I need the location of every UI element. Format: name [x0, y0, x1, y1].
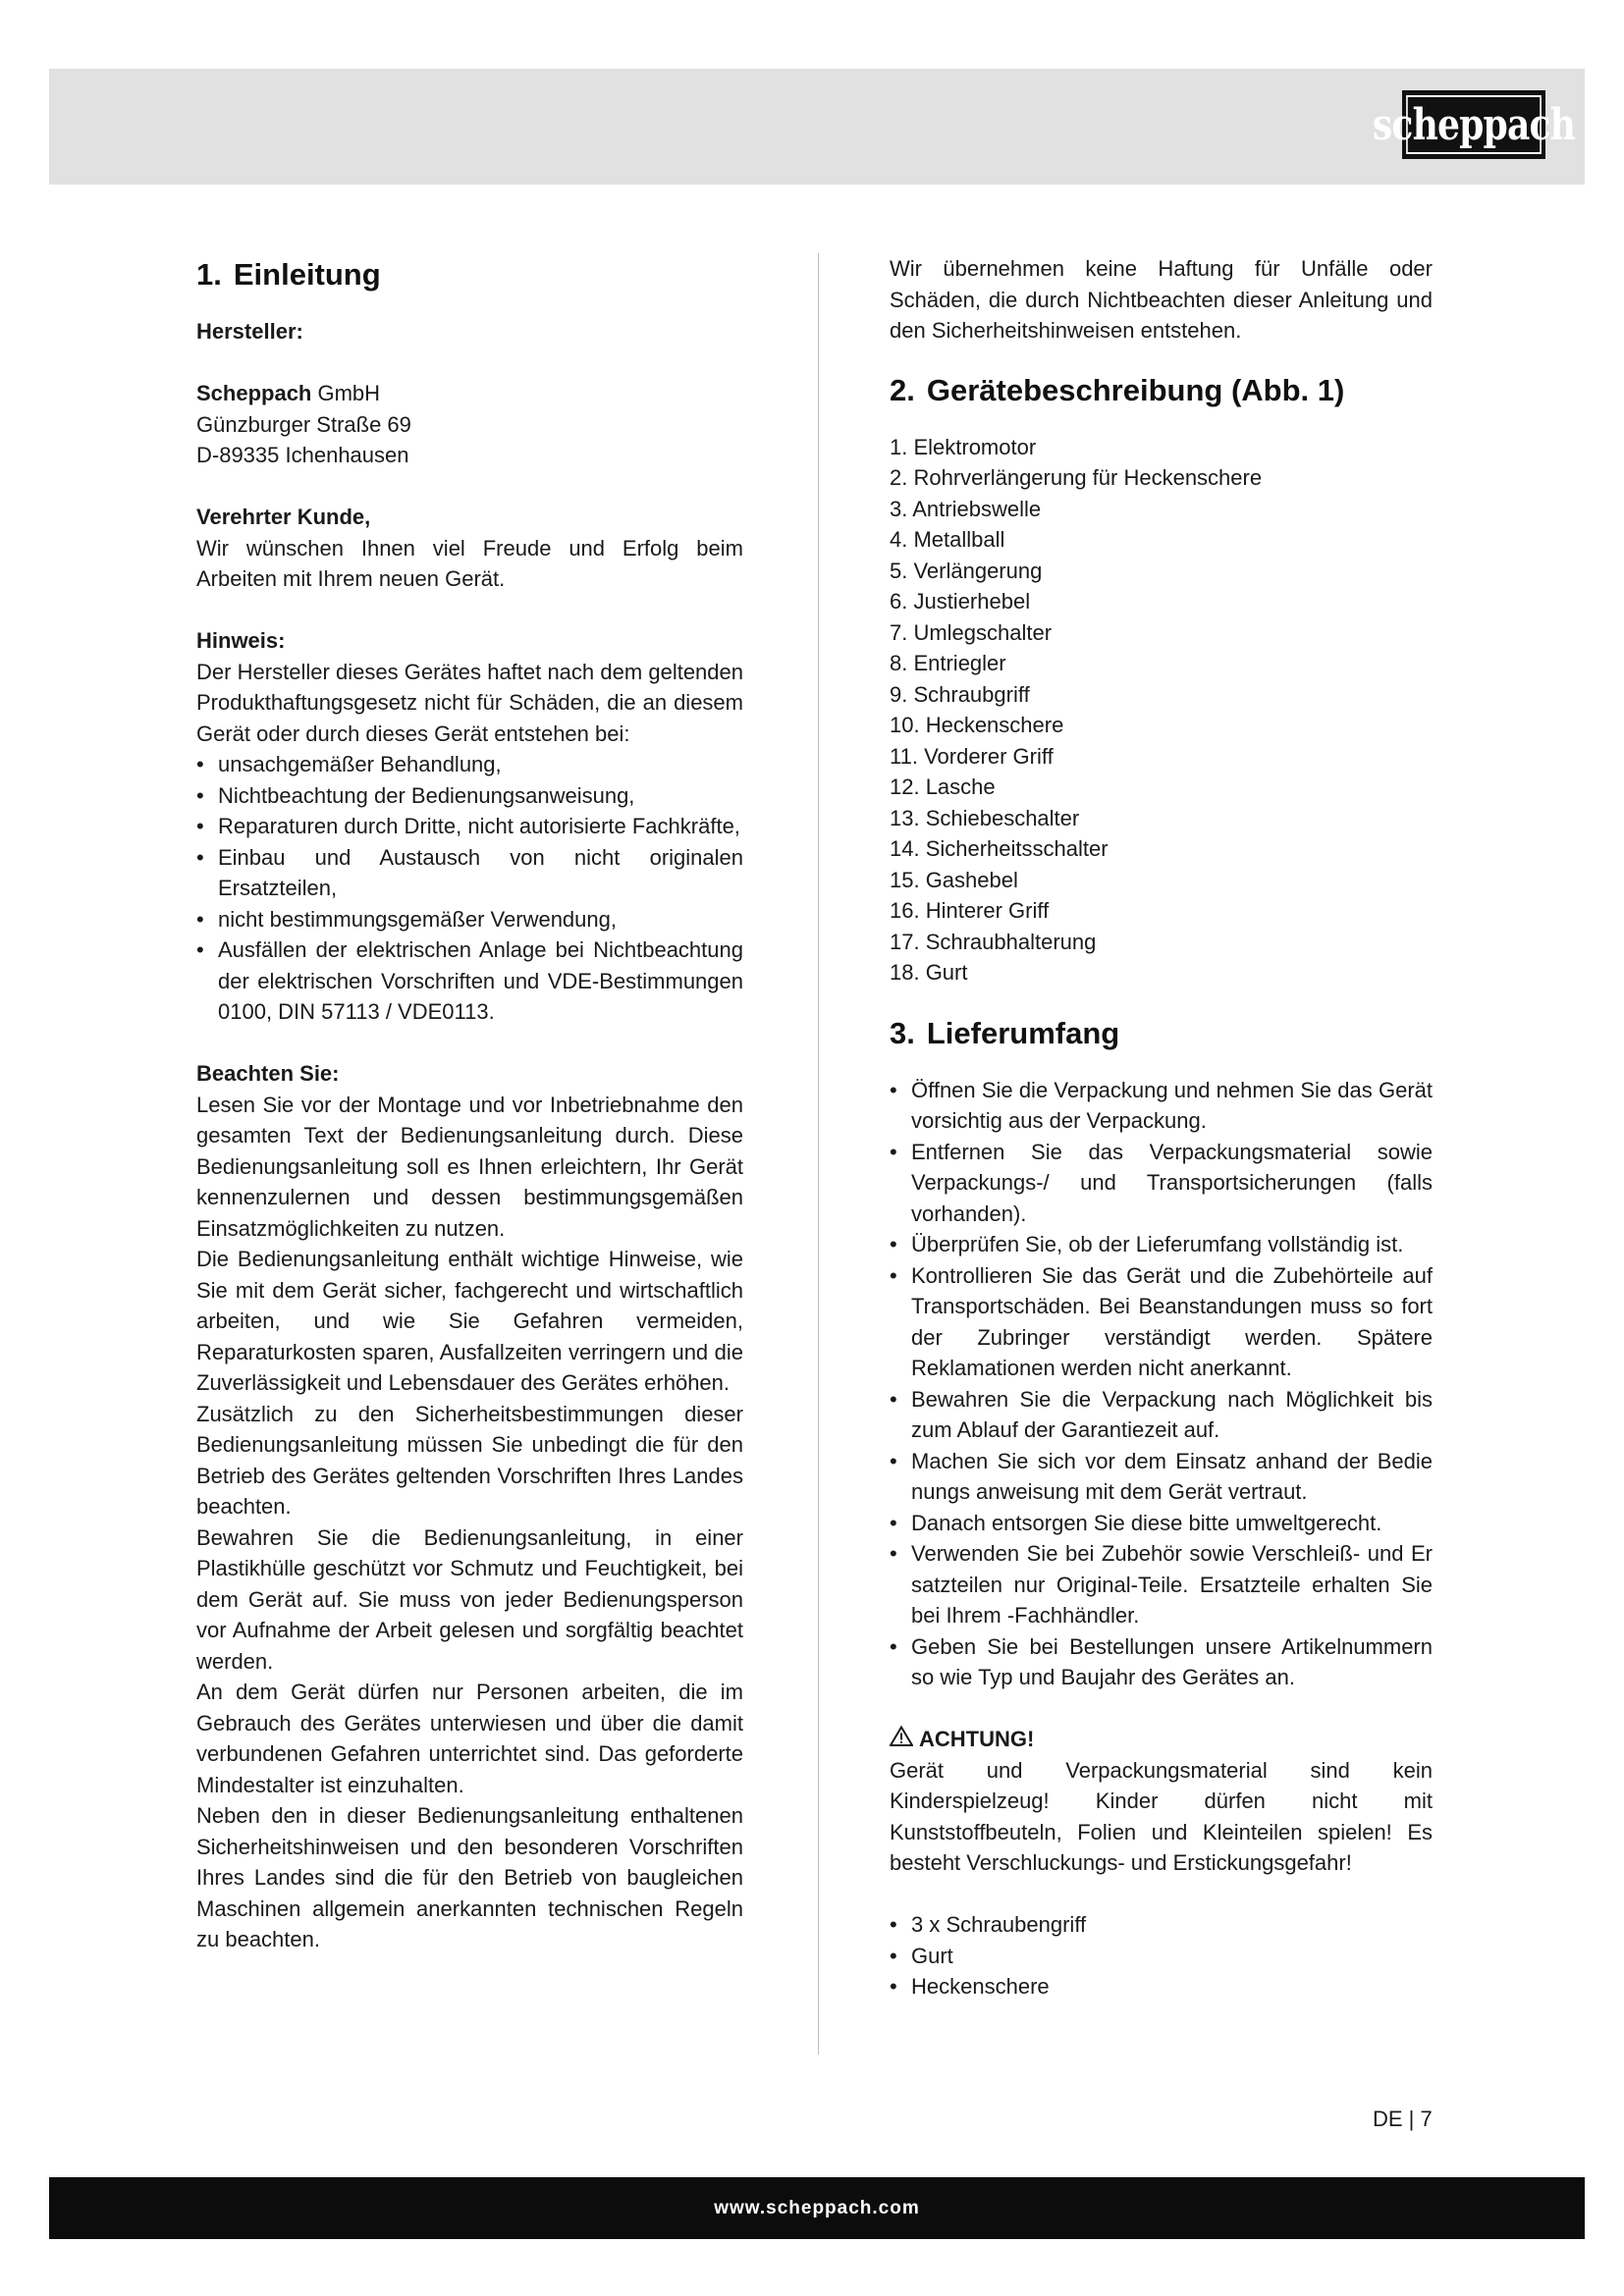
list-item: 14. Sicherheitsschalter [890, 836, 1109, 861]
greeting-text: Wir wünschen Ihnen viel Freude und Erfolg beim Arbeiten mit Ihrem neuen Gerät. [196, 535, 743, 591]
list-item: • Danach entsorgen Sie diese bitte umweltgerecht. [890, 1508, 1433, 1539]
note-label: Hinweis: [196, 628, 286, 653]
liability-text: Wir übernehmen keine Haftung für Unfälle oder Schäden, die durch Nichtbeachten dieser Anleitung und den Sicherheitshinweisen entstehen. [890, 256, 1433, 343]
attention-paragraph: Zusätzlich zu den Sicherheitsbestimmungen dieser Bedienungsanleitung müssen Sie unbedingt die für den Betrieb des Gerätes geltenden Vorschriften Ihres Landes beachten. [196, 1401, 743, 1519]
list-item: • Einbau und Austausch von nicht originalen Ersatzteilen, [196, 842, 743, 904]
list-item: • Bewahren Sie die Verpackung nach Möglichkeit bis zum Ablauf der Garantiezeit auf. [890, 1384, 1433, 1446]
scheppach-logo: scheppach [1402, 90, 1545, 159]
list-item: • Verwenden Sie bei Zubehör sowie Verschleiß- und Er satzteilen nur Original-Teile. Ersatzteile erhalten Sie bei Ihrem -Fachhändler. [890, 1538, 1433, 1631]
list-item: • Entfernen Sie das Verpackungsmaterial sowie Verpackungs-/ und Transportsicherungen (falls vorhanden). [890, 1137, 1433, 1230]
list-item: • 3 x Schraubengriff [890, 1909, 1433, 1941]
attention-paragraph: Bewahren Sie die Bedienungsanleitung, in einer Plastikhülle geschützt vor Schmutz und Feuchtigkeit, bei dem Gerät auf. Sie muss von jeder Bedienungsperson vor Aufnahme der Arbeit gelesen und sorgfältig beachtet werden. [196, 1524, 743, 1674]
attention-label: Beachten Sie: [196, 1061, 340, 1086]
list-item: 2. Rohrverlängerung für Heckenschere [890, 465, 1263, 490]
note-list [196, 749, 743, 1028]
contents-list [890, 1909, 1433, 2002]
right-column [890, 253, 1433, 2002]
list-item: • Überprüfen Sie, ob der Lieferumfang vollständig ist. [890, 1229, 1433, 1260]
warning-heading: ACHTUNG! [890, 1724, 1433, 1755]
list-item: 7. Umlegschalter [890, 619, 1053, 645]
list-item: 17. Schraubhalterung [890, 929, 1097, 954]
list-item: 12. Lasche [890, 774, 996, 799]
left-column [196, 253, 743, 1955]
page-number: DE | 7 [1373, 2107, 1433, 2131]
list-item: • Ausfällen der elektrischen Anlage bei Nichtbeachtung der elektrischen Vorschriften und VDE-Bestimmungen 0100, DIN 57113 / VDE0113. [196, 934, 743, 1028]
list-item: 9. Schraubgriff [890, 681, 1030, 707]
list-item: • unsachgemäßer Behandlung, [196, 749, 743, 780]
section-1-heading: 1. Einleitung [196, 257, 381, 292]
company-name: Scheppach GmbH [196, 381, 381, 405]
note-text: Der Hersteller dieses Gerätes haftet nach dem geltenden Produkthaftungsgesetz nicht für Schäden, die an diesem Gerät oder durch dieses Gerät entstehen bei: [196, 659, 743, 746]
header-band [49, 69, 1585, 185]
list-item: 10. Heckenschere [890, 713, 1064, 737]
attention-paragraph: Lesen Sie vor der Montage und vor Inbetriebnahme den gesamten Text der Bedienungsanleitung durch. Diese Bedienungsanleitung soll es Ihnen erleichtern, Ihr Gerät kennenzulernen und dessen bestimmungsgemäßen Einsatzmöglichkeiten zu nutzen. [196, 1092, 743, 1241]
list-item: 13. Schiebeschalter [890, 805, 1080, 830]
attention-paragraph: Neben den in dieser Bedienungsanleitung enthaltenen Sicherheitshinweisen und den besonderen Vorschriften Ihres Landes sind die für den Betrieb von baugleichen Maschinen allgemein anerkannten technischen Regeln zu beachten. [196, 1803, 743, 1951]
list-item: 4. Metallball [890, 527, 1005, 552]
attention-paragraph: Die Bedienungsanleitung enthält wichtige Hinweise, wie Sie mit dem Gerät sicher, fachgerecht und wirtschaftlich arbeiten, und wie Sie Gefahren vermeiden, Reparaturkosten sparen, Ausfallzeiten verringern und die Zuverlässigkeit und Lebensdauer des Gerätes erhöhen. [196, 1247, 743, 1395]
list-item: 5. Verlängerung [890, 558, 1043, 583]
list-item: 1. Elektromotor [890, 434, 1037, 459]
footer-band [49, 2177, 1585, 2239]
dear-customer-label: Verehrter Kunde, [196, 505, 371, 529]
list-item: • nicht bestimmungsgemäßer Verwendung, [196, 904, 743, 935]
list-item: 18. Gurt [890, 960, 968, 985]
list-item: • Gurt [890, 1941, 1433, 1972]
list-item: 6. Justierhebel [890, 589, 1031, 614]
warning-triangle-icon [890, 1724, 915, 1755]
list-item: • Heckenschere [890, 1971, 1433, 2002]
list-item: • Öffnen Sie die Verpackung und nehmen Sie das Gerät vorsichtig aus der Verpackung. [890, 1075, 1433, 1137]
company-city: D-89335 Ichenhausen [196, 443, 409, 467]
section-2-heading: 2. Gerätebeschreibung (Abb. 1) [890, 372, 1345, 407]
list-item: 3. Antriebswelle [890, 496, 1042, 521]
company-street: Günzburger Straße 69 [196, 411, 411, 437]
website-url: www.scheppach.com [714, 2197, 920, 2218]
list-item: 16. Hinterer Griff [890, 898, 1050, 923]
list-item: 11. Vorderer Griff [890, 743, 1054, 769]
manufacturer-label: Hersteller: [196, 319, 303, 344]
list-item: • Reparaturen durch Dritte, nicht autorisierte Fachkräfte, [196, 811, 743, 842]
list-item: • Geben Sie bei Bestellungen unsere Artikelnummern so wie Typ und Baujahr des Gerätes an. [890, 1631, 1433, 1693]
list-item: 15. Gashebel [890, 867, 1018, 892]
list-item: • Machen Sie sich vor dem Einsatz anhand der Bedie nungs anweisung mit dem Gerät vertraut. [890, 1446, 1433, 1508]
list-item: 8. Entriegler [890, 651, 1006, 675]
warning-text: Gerät und Verpackungsmaterial sind kein Kinderspielzeug! Kinder dürfen nicht mit Kunststoffbeuteln, Folien und Kleinteilen spielen! Es besteht Verschluckungs- und Erstickungsgefahr! [890, 1757, 1433, 1875]
section-3-heading: 3. Lieferumfang [890, 1015, 1120, 1050]
list-item: • Kontrollieren Sie das Gerät und die Zubehörteile auf Transportschäden. Bei Beanstandungen muss so fort der Zubringer verständigt werden. Spätere Reklamationen werden nicht anerkannt. [890, 1260, 1433, 1384]
list-item: • Nichtbeachtung der Bedienungsanweisung, [196, 780, 743, 812]
attention-paragraph: An dem Gerät dürfen nur Personen arbeiten, die im Gebrauch des Gerätes unterwiesen und über die damit verbundenen Gefahren unterrichtet sind. Das geforderte Mindestalter ist einzuhalten. [196, 1680, 743, 1797]
column-divider [818, 253, 819, 2055]
parts-list [890, 432, 1433, 988]
delivery-list [890, 1075, 1433, 1693]
